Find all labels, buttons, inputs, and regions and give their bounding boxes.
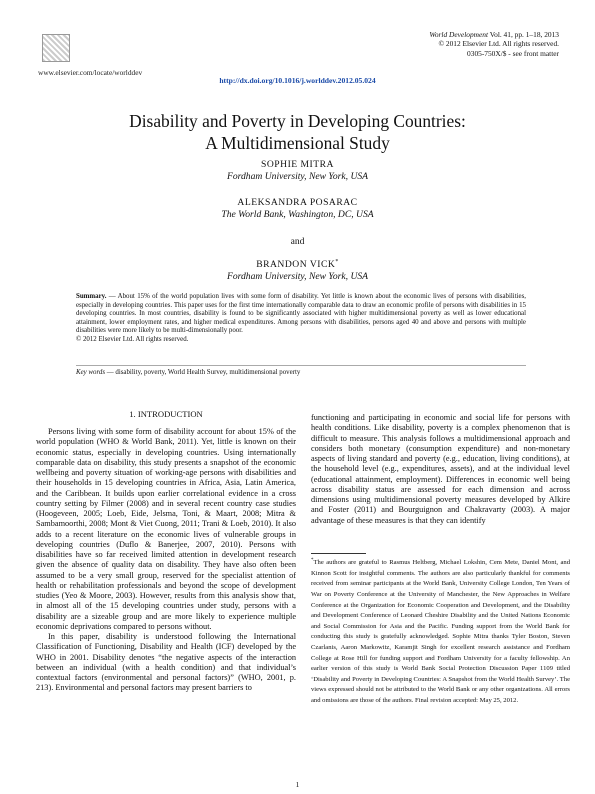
journal-name: World Development [429,30,489,39]
summary-label: Summary. [76,293,107,300]
doi-link[interactable]: http://dx.doi.org/10.1016/j.worlddev.2012.05.024 [219,76,376,85]
abstract [76,293,526,344]
footnote-divider [311,553,366,554]
journal-website[interactable]: www.elsevier.com/locate/worlddev [38,68,143,77]
right-column [311,413,570,526]
title-line-2: A Multidimensional Study [205,133,390,153]
author-2 [0,197,595,220]
journal-info [429,30,559,58]
footnote-marker[interactable]: * [335,259,339,265]
author-name: ALEKSANDRA POSARAC [237,197,358,208]
author-affiliation: Fordham University, New York, USA [226,270,369,282]
paper-title [0,110,595,154]
footnote [311,556,570,707]
paragraph: In this paper, disability is understood following the International Classification of Functioning, Disability and Health (ICF) developed by the WHO in 2001. Disability denotes “the negative aspects of the interaction between an individual (with a health condition) and that individual’s contextual factors (environmental and personal factors)” (WHO, 2001, p. 213). Environmental and personal factors may present barriers to [36,632,296,693]
elsevier-logo [42,34,70,62]
keywords [76,369,526,376]
copyright-line: © 2012 Elsevier Ltd. All rights reserved. [438,39,559,49]
left-column [36,427,296,694]
footnote-mark: * [311,558,314,563]
page-number: 1 [295,780,300,789]
journal-volume: Vol. 41, pp. 1–18, 2013 [489,30,559,39]
author-3 [0,257,595,282]
keywords-text: — disability, poverty, World Health Survey, multidimensional poverty [105,369,301,376]
footnote-text: The authors are grateful to Rasmus Heltberg, Michael Lokshin, Cem Mete, Daniel Mont, and Kinnon Scott for insightful comments. The authors are also particularly thankful for comments received from seminar participants at the World Bank, University College London, Ten Years of War on Poverty Conference at the University of Manchester, the New Approaches in Welfare Conference at the Organization for Economic Cooperation and Development, and the Disability and Development Conference of Leonard Cheshire Disability and the United Nations Economic and Social Commission for Asia and the Pacific. Funding support from the World Bank for conducting this study is gratefully acknowledged. Sophie Mitra thanks Tyler Boston, Steven Czarlanis, Aaron Markowitz, Karamjit Singh for excellent research assistance and Fordham College at Rose Hill for funding support and Fordham University for a faculty fellowship. An earlier version of this study is World Bank Social Protection Discussion Paper 1109 titled ‘Disability and Poverty in Developing Countries: A Snapshot from the World Health Survey’. The views expressed should not be attributed to the World Bank or any other organizations. All errors and omissions are those of the authors. Final revision accepted: May 25, 2012. [311,559,570,704]
author-1 [0,159,595,182]
author-name: BRANDON VICK [256,259,336,271]
author-name: SOPHIE MITRA [261,159,334,170]
abstract-divider [76,365,526,366]
summary-copyright: © 2012 Elsevier Ltd. All rights reserved. [76,335,189,343]
and-word: and [290,236,305,247]
author-affiliation: The World Bank, Washington, DC, USA [221,208,374,220]
paragraph: Persons living with some form of disability account for about 15% of the world population (WHO & World Bank, 2011). Yet, little is known on their economic status, especially in developing countries. Using internationally comparable data on disability, this study presents a snapshot of the economic wellbeing and poverty situation of working-age persons with disabilities and their households in 15 developing countries in Africa, Asia, Latin America, and the Caribbean. It builds upon earlier correlational evidence in a cross country setting by Filmer (2008) and in several recent country case studies (Hoogeveen, 2005; Loeb, Eide, Jelsma, Toni, & Maart, 2008; Mitra & Sambamoorthi, 2008; Mont & Viet Cuong, 2011; Trani & Loeb, 2010). It also adds to a recent literature on the economic lives of vulnerable groups in developing countries (Duflo & Banerjee, 2007, 2010). Persons with disabilities have so far received limited attention in development research given the absence of quality data on disability. They have also often been assumed to be a very small group, reserved for the specialist attention of health or rehabilitation professionals and beyond the scope of development studies (Yeo & Moore, 2003). However, results from this analysis show that, in almost all of the 15 developing countries under study, persons with a disability are a sizeable group and are more likely to experience multiple economic deprivations compared to persons without. [36,427,296,631]
keywords-label: Key words [76,369,106,376]
paragraph: functioning and participating in economic and social life for persons with health conditions. Like disability, poverty is a complex phenomenon that is difficult to measure. This analysis follows a multidimensional approach and considers both monetary (consumption expenditure) and non-monetary aspects of living standard and poverty (e.g., education, living conditions), at the household level (e.g., expenditures, assets), and at the individual level (educational attainment, employment). Differences in economic well being across disability status are assessed for each dimension and across dimensions using multidimensional poverty measures developed by Alkire and Foster (2011) and Bourguignon and Chakravarty (2003). A major advantage of these measures is that they can identify [311,413,570,525]
section-title: 1. INTRODUCTION [129,409,203,419]
issn-line: 0305-750X/$ - see front matter [467,48,559,58]
author-affiliation: Fordham University, New York, USA [226,170,369,182]
title-line-1: Disability and Poverty in Developing Countries: [129,111,466,131]
summary-text: — About 15% of the world population lives with some form of disability. Yet little is known about the economic lives of persons with disabilities, especially in developing countries. This paper uses for the first time internationally comparable data to draw an economic profile of persons with disabilities in 15 developing countries. In most countries, disability is found to be significantly associated with higher multidimensional poverty as well as lower educational attainment, lower employment rates, and higher medical expenditures. Among persons with disabilities, persons aged 40 and above and persons with multiple disabilities were more likely to be multi-dimensionally poor. [76,293,526,334]
